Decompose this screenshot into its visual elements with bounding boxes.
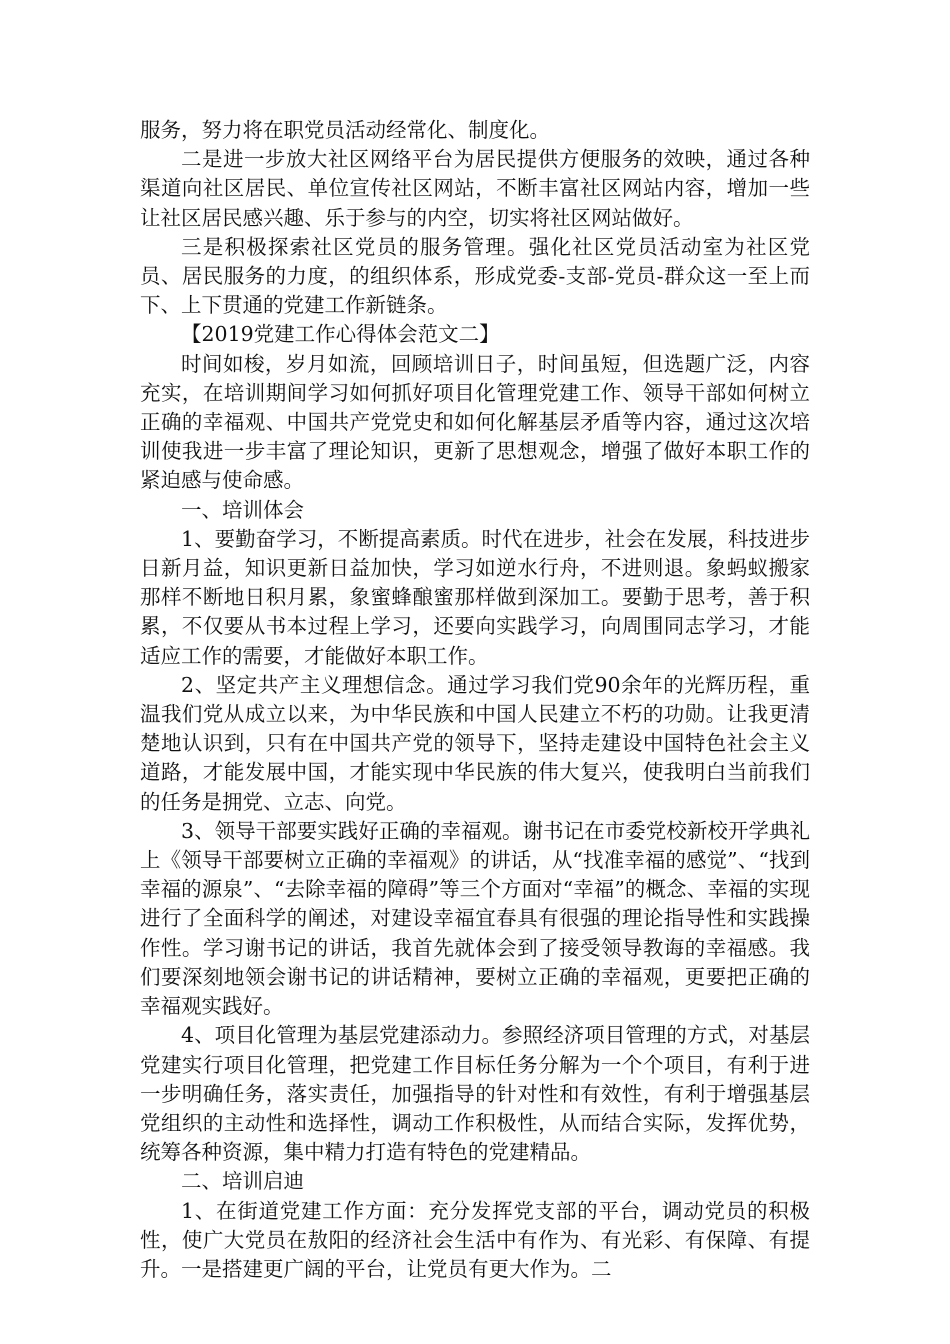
subheading-training-experience: 一、培训体会 [181, 497, 304, 522]
document-body [140, 116, 810, 1284]
paragraph-point-3: 3、领导干部要实践好正确的幸福观。谢书记在市委党校新校开学典礼上《领导干部要树立正确的幸福观》的讲话，从“找准幸福的感觉”、“找到幸福的源泉”、“去除幸福的障碍”等三个方面对“幸福”的概念、幸福的实现进行了全面科学的阐述，对建设幸福宜春具有很强的理论指导性和实践操作性。学习谢书记的讲话，我首先就体会到了接受领导教诲的幸福感。我们要深刻地领会谢书记的讲话精神，要树立正确的幸福观，更要把正确的幸福观实践好。 [140, 818, 810, 1019]
paragraph-point-2: 2、坚定共产主义理想信念。通过学习我们党90余年的光辉历程，重温我们党从成立以来，为中华民族和中国人民建立不朽的功勋。让我更清楚地认识到，只有在中国共产党的领导下，坚持走建设中国特色社会主义道路，才能发展中国，才能实现中华民族的伟大复兴，使我明白当前我们的任务是拥党、立志、向党。 [140, 672, 810, 814]
paragraph-network-platform: 二是进一步放大社区网络平台为居民提供方便服务的效映，通过各种渠道向社区居民、单位宣传社区网站，不断丰富社区网站内容，增加一些让社区居民感兴趣、乐于参与的内空，切实将社区网站做好。 [140, 147, 810, 230]
paragraph-continuation: 服务，努力将在职党员活动经常化、制度化。 [140, 118, 550, 142]
paragraph-member-service: 三是积极探索社区党员的服务管理。强化社区党员活动室为社区党员、居民服务的力度，的组织体系，形成党委-支部-党员-群众这一至上而下、上下贯通的党建工作新链条。 [140, 234, 810, 318]
paragraph-point-4: 4、项目化管理为基层党建添动力。参照经济项目管理的方式，对基层党建实行项目化管理，把党建工作目标任务分解为一个个项目，有利于进一步明确任务，落实责任，加强指导的针对性和有效性，有利于增强基层党组织的主动性和选择性，调动工作积极性，从而结合实际，发挥优势，统筹各种资源，集中精力打造有特色的党建精品。 [140, 1023, 810, 1165]
paragraph-street-party-work: 1、在街道党建工作方面：充分发挥党支部的平台，调动党员的积极性，使广大党员在敖阳的经济社会生活中有作为、有光彩、有保障、有提升。一是搭建更广阔的平台，让党员有更大作为。二 [140, 1198, 810, 1281]
section-heading-sample-two: 【2019党建工作心得体会范文二】 [181, 322, 500, 347]
paragraph-intro: 时间如梭，岁月如流，回顾培训日子，时间虽短，但选题广泛，内容充实，在培训期间学习如何抓好项目化管理党建工作、领导干部如何树立正确的幸福观、中国共产党党史和如何化解基层矛盾等内容，通过这次培训使我进一步丰富了理论知识，更新了思想观念，增强了做好本职工作的紧迫感与使命感。 [140, 351, 810, 493]
subheading-training-inspiration: 二、培训启迪 [181, 1169, 304, 1194]
paragraph-point-1: 1、要勤奋学习，不断提高素质。时代在进步，社会在发展，科技进步日新月益，知识更新日益加快，学习如逆水行舟，不进则退。象蚂蚁搬家那样不断地日积月累，象蜜蜂酿蜜那样做到深加工。要勤于思考，善于积累，不仅要从书本过程上学习，还要向实践学习，向周围同志学习，才能适应工作的需要，才能做好本职工作。 [140, 526, 810, 668]
